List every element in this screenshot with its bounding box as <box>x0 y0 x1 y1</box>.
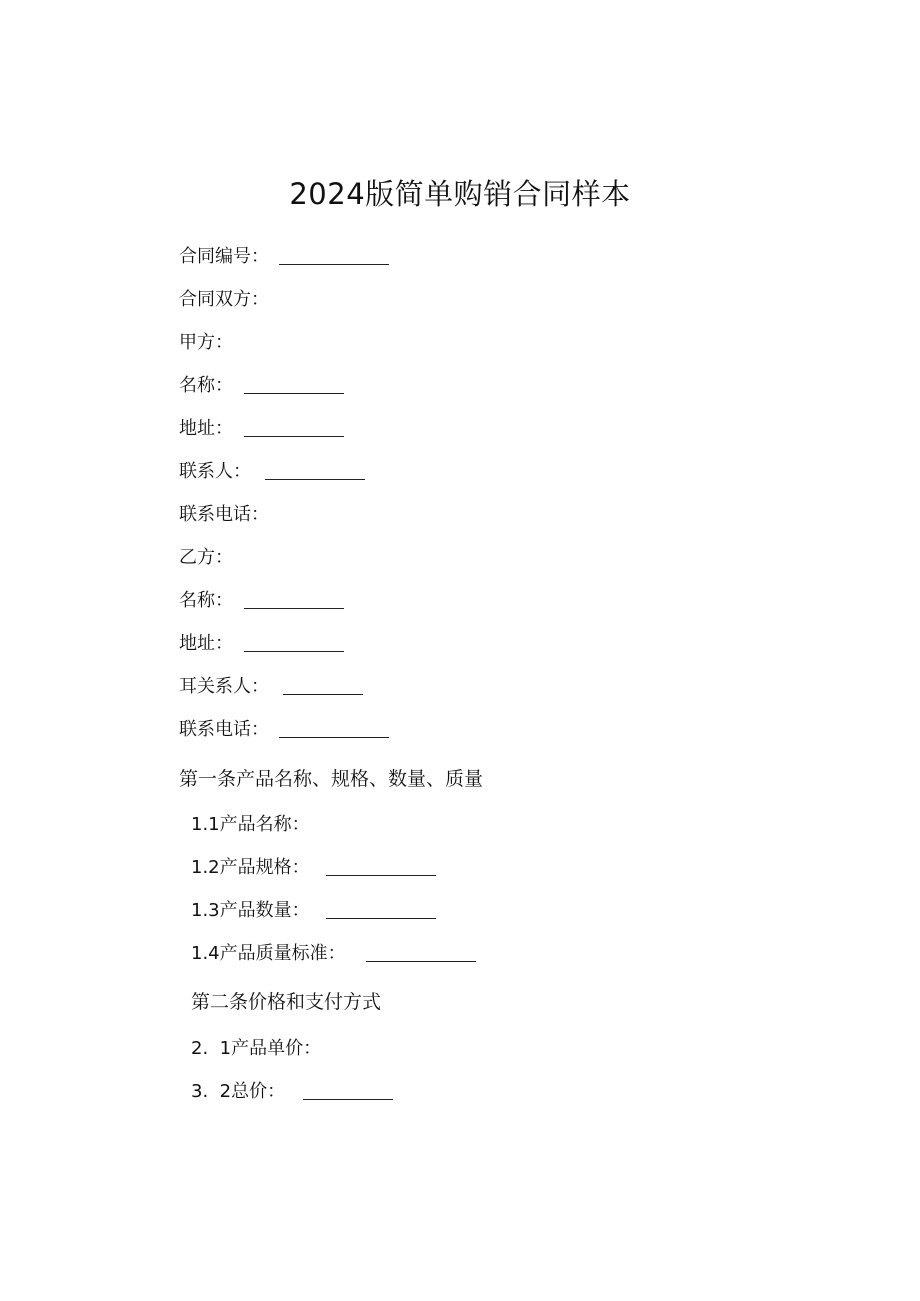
party-a-name-label: 名称： <box>179 375 233 396</box>
parties-row <box>179 287 269 313</box>
party-a-address-blank <box>244 416 344 437</box>
party-b-phone-label: 联系电话： <box>179 719 269 740</box>
party-b-phone-row <box>179 717 389 743</box>
party-b-phone-blank <box>279 717 389 738</box>
section-1-item-3-row <box>191 898 436 924</box>
section-2-heading: 第二条价格和支付方式 <box>191 991 382 1013</box>
product-quantity-label: 1.3产品数量： <box>191 900 310 921</box>
contract-number-blank <box>279 244 389 265</box>
product-quality-blank <box>366 941 476 962</box>
party-b-name-label: 名称： <box>179 590 233 611</box>
party-a-label: 甲方： <box>179 332 233 353</box>
party-b-address-label: 地址： <box>179 633 233 654</box>
section-1-heading: 第一条产品名称、规格、数量、质量 <box>179 768 484 790</box>
unit-price-label: 2. 1产品单价： <box>191 1038 322 1059</box>
party-a-address-row <box>179 416 344 442</box>
contract-number-row <box>179 244 389 270</box>
contract-number-label: 合同编号： <box>179 246 269 267</box>
product-spec-blank <box>326 855 436 876</box>
party-b-contact-label: 耳关系人： <box>179 676 269 697</box>
party-b-address-row <box>179 631 344 657</box>
parties-label: 合同双方： <box>179 289 269 310</box>
party-a-address-label: 地址： <box>179 418 233 439</box>
total-price-blank <box>303 1079 393 1100</box>
party-b-label: 乙方： <box>179 547 233 568</box>
party-a-contact-label: 联系人： <box>179 461 251 482</box>
product-quality-label: 1.4产品质量标准： <box>191 943 346 964</box>
party-b-contact-blank <box>283 674 363 695</box>
party-b-contact-row <box>179 674 363 700</box>
party-a-contact-row <box>179 459 365 485</box>
party-b-name-blank <box>244 588 344 609</box>
party-a-name-row <box>179 373 344 399</box>
product-name-label: 1.1产品名称： <box>191 814 310 835</box>
section-2-item-2-row <box>191 1079 393 1105</box>
section-1-item-2-row <box>191 855 436 881</box>
party-b-row <box>179 545 233 571</box>
party-a-row <box>179 330 233 356</box>
section-2-item-1-row <box>191 1036 321 1062</box>
document-title: 2024版简单购销合同样本 <box>289 177 631 211</box>
product-quantity-blank <box>326 898 436 919</box>
section-1-item-4-row <box>191 941 476 967</box>
party-b-address-blank <box>244 631 344 652</box>
product-spec-label: 1.2产品规格： <box>191 857 310 878</box>
section-1-item-1-row <box>191 812 310 838</box>
party-a-name-blank <box>244 373 344 394</box>
party-a-contact-blank <box>265 459 365 480</box>
total-price-label: 3. 2总价： <box>191 1081 286 1102</box>
party-a-phone-row <box>179 502 269 528</box>
party-b-name-row <box>179 588 344 614</box>
party-a-phone-label: 联系电话： <box>179 504 269 525</box>
